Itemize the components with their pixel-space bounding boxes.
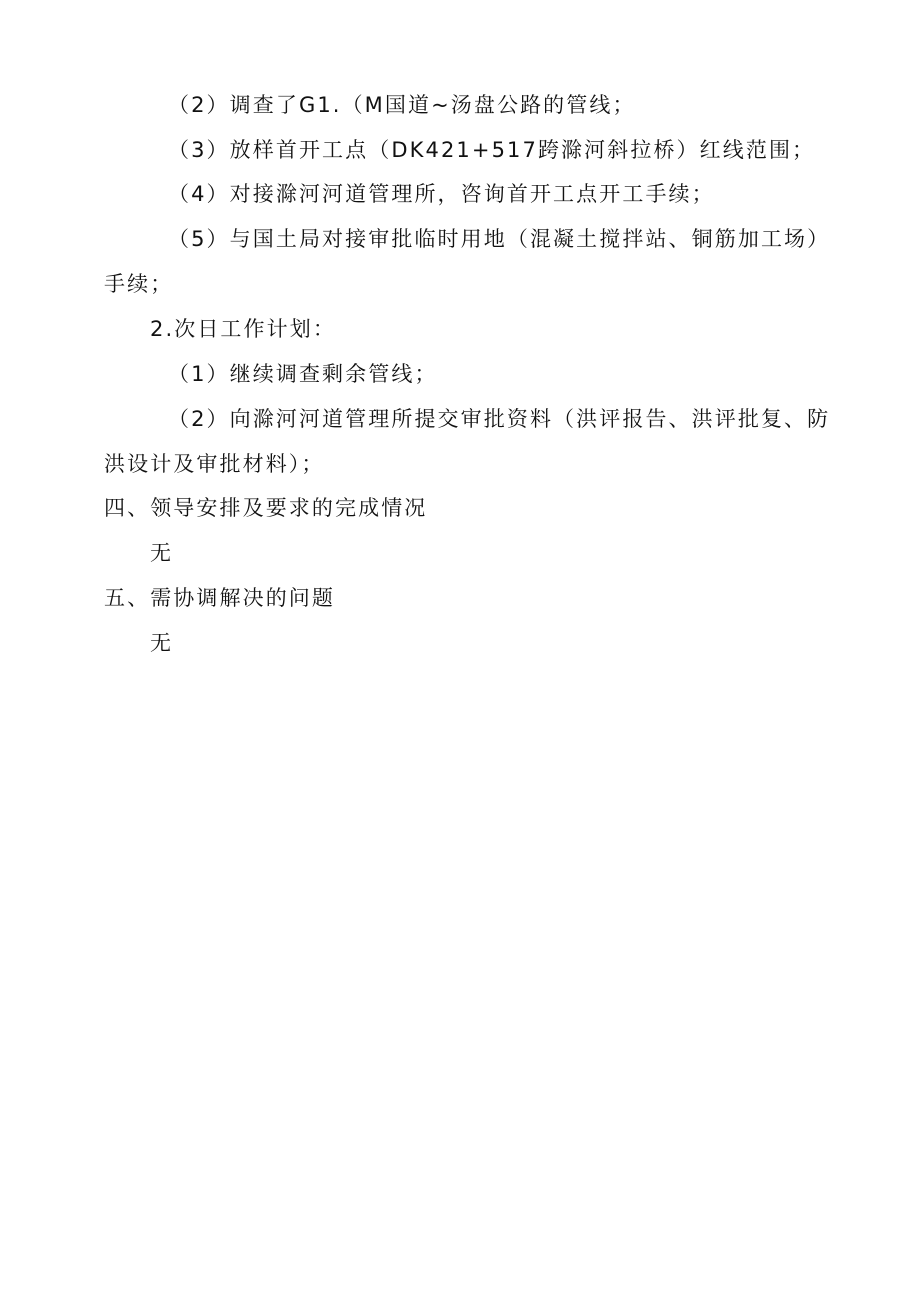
paragraph-line: （4）对接滁河河道管理所，咨询首开工点开工手续； [168, 182, 715, 206]
paragraph-line: 洪设计及审批材料）； [104, 452, 325, 476]
paragraph-line: 无 [150, 541, 174, 565]
paragraph-line: （2）调查了G1.（M国道~汤盘公路的管线； [168, 93, 636, 117]
paragraph-line: （3）放样首开工点（DK421+517跨滁河斜拉桥）红线范围； [168, 138, 816, 162]
paragraph-line: 手续； [104, 272, 174, 296]
section-heading: 2.次日工作计划： [150, 317, 336, 341]
section-heading: 五、需协调解决的问题 [104, 586, 335, 610]
section-heading: 四、领导安排及要求的完成情况 [104, 496, 428, 520]
paragraph-line: （5）与国土局对接审批临时用地（混凝土搅拌站、铜筋加工场） [168, 227, 831, 251]
paragraph-line: （2）向滁河河道管理所提交审批资料（洪评报告、洪评批复、防 [168, 407, 831, 431]
paragraph-line: 无 [150, 631, 174, 655]
paragraph-line: （1）继续调查剩余管线； [168, 362, 438, 386]
